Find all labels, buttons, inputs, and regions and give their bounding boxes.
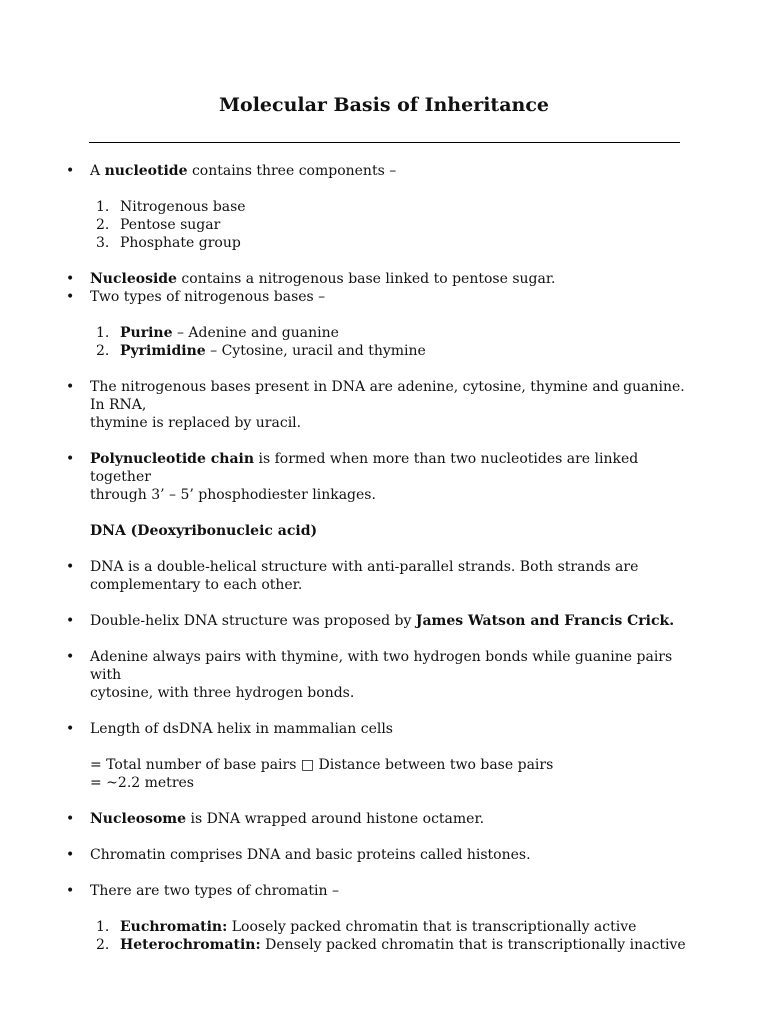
list-item: 3. Phosphate group: [96, 235, 241, 251]
bullet-base-pairing: • Adenine always pairs with thymine, with two hydrogen bonds while guanine pairs with cytosine, with three hydrogen bonds.: [66, 648, 696, 702]
list-item: 2. Pyrimidine – Cytosine, uracil and thymine: [96, 343, 426, 359]
page-title: Molecular Basis of Inheritance: [219, 94, 549, 116]
list-item: 2. Pentose sugar: [96, 217, 221, 233]
document-body: [66, 162, 696, 954]
bullet-chromatin: • Chromatin comprises DNA and basic proteins called histones.: [66, 846, 696, 864]
title-divider: [89, 142, 680, 143]
bullet-nucleotide: • A nucleotide contains three components –: [66, 162, 696, 180]
list-item: 1. Nitrogenous base: [96, 199, 246, 215]
list-item: 1. Purine – Adenine and guanine: [96, 325, 339, 341]
list-item: 2. Heterochromatin: Densely packed chromatin that is transcriptionally inactive: [96, 937, 686, 953]
bullet-dsdna-length: • Length of dsDNA helix in mammalian cells: [66, 720, 696, 738]
section-heading-dna: DNA (Deoxyribonucleic acid): [90, 523, 318, 539]
chromatin-types-list: [66, 918, 696, 954]
bullet-nitrogenous-bases: • Two types of nitrogenous bases –: [66, 288, 696, 306]
bullet-polynucleotide: • Polynucleotide chain is formed when more than two nucleotides are linked together through 3’ – 5’ phosphodiester linkages.: [66, 450, 696, 504]
bullet-watson-crick: • Double-helix DNA structure was proposed by James Watson and Francis Crick.: [66, 612, 696, 630]
bullet-bases-in-dna: • The nitrogenous bases present in DNA are adenine, cytosine, thymine and guanine. In RNA, thymine is replaced by uracil.: [66, 378, 696, 432]
bullet-nucleoside: • Nucleoside contains a nitrogenous base linked to pentose sugar.: [66, 270, 696, 288]
list-item: 1. Euchromatin: Loosely packed chromatin that is transcriptionally active: [96, 919, 637, 935]
bullet-double-helix: • DNA is a double-helical structure with anti-parallel strands. Both strands are complementary to each other.: [66, 558, 696, 594]
bullet-nucleosome: • Nucleosome is DNA wrapped around histone octamer.: [66, 810, 696, 828]
base-types-list: [66, 324, 696, 360]
nucleotide-components-list: [66, 198, 696, 252]
length-formula: = Total number of base pairs □ Distance between two base pairs = ~2.2 metres: [90, 757, 554, 791]
bullet-chromatin-types: • There are two types of chromatin –: [66, 882, 696, 900]
